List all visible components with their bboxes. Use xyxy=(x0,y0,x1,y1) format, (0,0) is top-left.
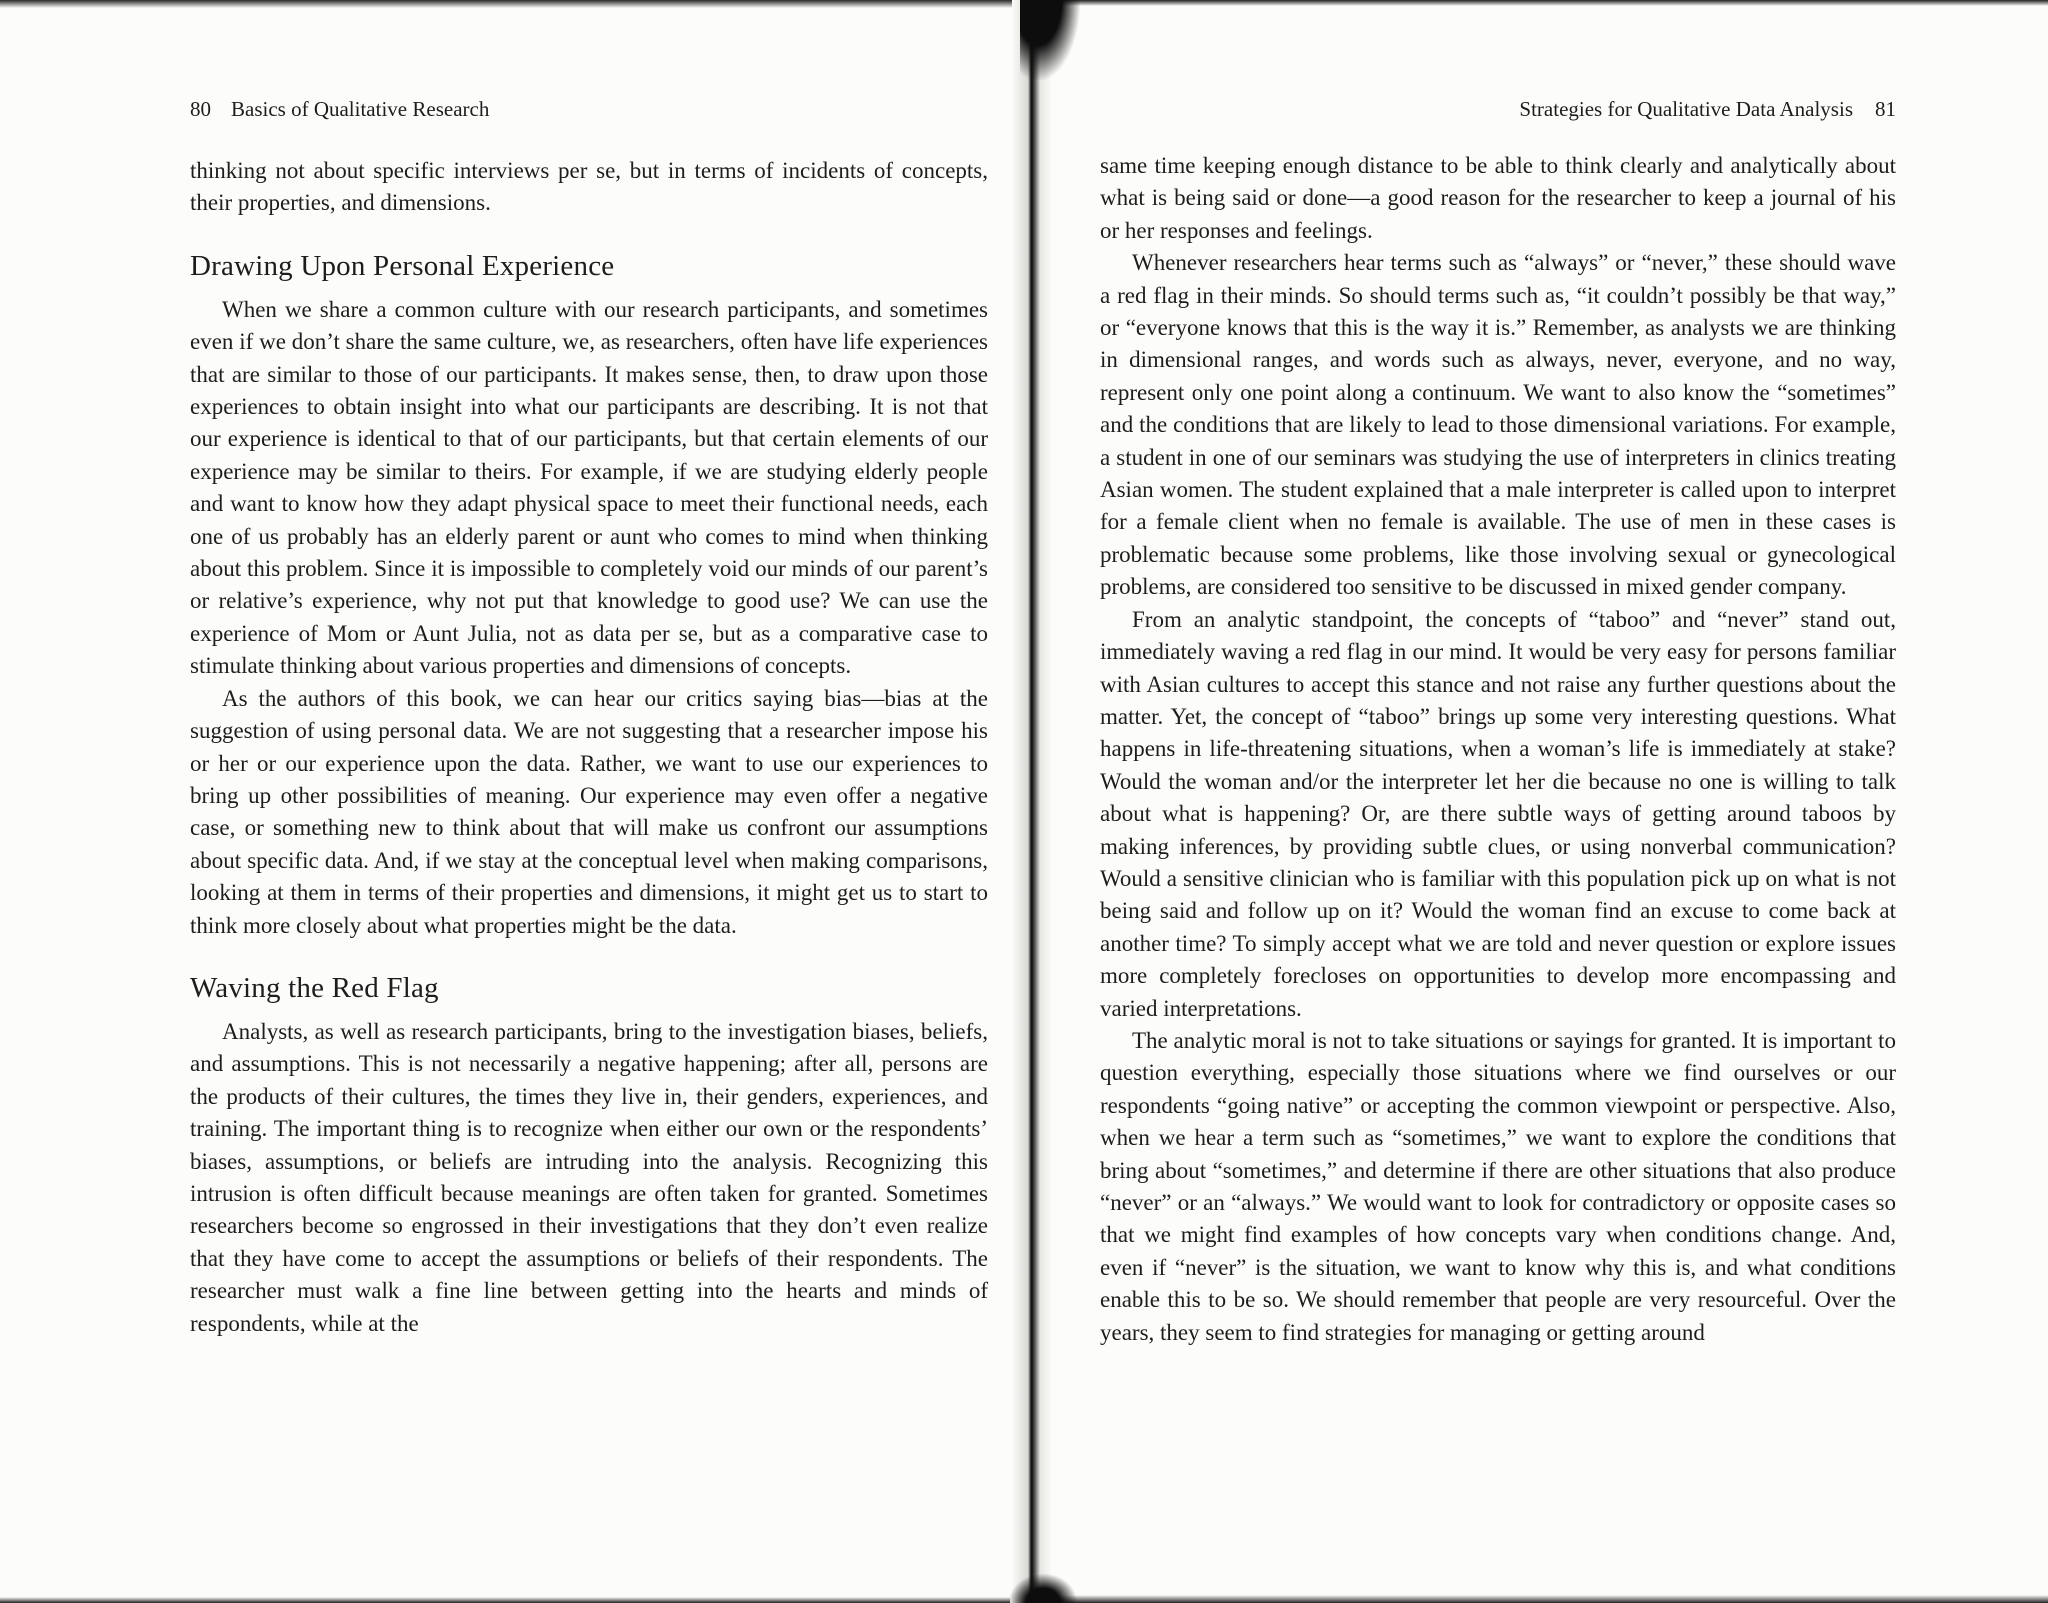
gutter-shadow-bottom xyxy=(1008,1573,1078,1603)
left-running-head: Basics of Qualitative Research xyxy=(231,97,490,121)
page-edge-shadow xyxy=(0,1597,1010,1603)
section-heading: Drawing Upon Personal Experience xyxy=(190,249,615,282)
paragraph: When we share a common culture with our research participants, and sometimes even if we don’t share the same culture, we, as researchers, often have life experiences that are similar to those of our participants. It makes sense, then, to draw upon those experiences to obtain insight into what our participants are describing. It is not that our experience is identical to that of our participants, but that certain elements of our experience may be similar to theirs. For example, if we are studying elderly people and want to know how they adapt physical space to meet their functional needs, each one of us probably has an elderly parent or aunt who comes to mind when thinking about this problem. Since it is impossible to completely void our minds of our parent’s or relative’s experience, why not put that knowledge to good use? We can use the experience of Mom or Aunt Julia, not as data per se, but as a comparative case to stimulate thinking about various properties and dimensions of concepts. xyxy=(190,296,988,679)
left-running-header xyxy=(190,96,489,122)
page-edge-shadow xyxy=(0,0,1020,8)
left-page-number: 80 xyxy=(190,97,211,121)
right-running-header xyxy=(1519,96,1896,122)
paragraph: From an analytic standpoint, the concepts of “taboo” and “never” stand out, immediately waving a red flag in our mind. It would be very easy for persons familiar with Asian cultures to accept this stance and not raise any further questions about the matter. Yet, the concept of “taboo” brings up some very interesting questions. What happens in life-threatening situations, when a woman’s life is immediately at stake? Would the woman and/or the interpreter let her die because no one is willing to talk about what is happening? Or, are there subtle ways of getting around taboos by making inferences, by providing subtle clues, or using nonverbal communication? Would a sensitive clinician who is familiar with this population pick up on what is not being said and follow up on it? Would the woman find an excuse to come back at another time? To simply accept what we are told and never question or explore issues more completely forecloses on opportunities to develop more encompassing and varied interpretations. xyxy=(1100,606,1896,1021)
gutter-shadow-top xyxy=(1020,0,1080,80)
paragraph: thinking not about specific interviews per se, but in terms of incidents of concepts, their properties, and dimensions. xyxy=(190,158,988,216)
paragraph: Whenever researchers hear terms such as “always” or “never,” these should wave a red flag in their minds. So should terms such as, “it couldn’t possibly be that way,” or “everyone knows that this is the way it is.” Remember, as analysts we are thinking in dimensional ranges, and words such as always, never, everyone, and no way, represent only one point along a continuum. We want to also know the “sometimes” and the conditions that are likely to lead to those dimensional variations. For example, a student in one of our seminars was studying the use of interpreters in clinics treating Asian women. The student explained that a male interpreter is called upon to interpret for a female client when no female is available. The use of men in these cases is problematic because some problems, like those involving sexual or gynecological problems, are considered too sensitive to be discussed in mixed gender company. xyxy=(1100,250,1896,600)
page-edge-shadow xyxy=(1060,0,2048,6)
section-heading: Waving the Red Flag xyxy=(190,971,439,1004)
right-page-body xyxy=(1100,150,1896,1349)
left-page-body xyxy=(190,155,988,1340)
right-page-number: 81 xyxy=(1875,97,1896,121)
page-edge-shadow xyxy=(1060,1595,2048,1603)
paragraph: The analytic moral is not to take situations or sayings for granted. It is important to question everything, especially those situations where we find ourselves or our respondents “going native” or accepting the common viewpoint or perspective. Also, when we hear a term such as “sometimes,” we want to explore the conditions that bring about “sometimes,” and determine if there are other situations that also produce “never” or an “always.” We would want to look for contradictory or opposite cases so that we might find examples of how concepts vary when conditions change. And, even if “never” is the situation, we want to know why this is, and what conditions enable this to be so. We should remember that people are very resourceful. Over the years, they seem to find strategies for managing or getting around xyxy=(1100,1027,1896,1345)
right-running-head: Strategies for Qualitative Data Analysis xyxy=(1519,97,1853,121)
paragraph: same time keeping enough distance to be able to think clearly and analytically about what is being said or done—a good reason for the researcher to keep a journal of his or her responses and feelings. xyxy=(1100,153,1896,243)
paragraph: Analysts, as well as research participants, bring to the investigation biases, beliefs, and assumptions. This is not necessarily a negative happening; after all, persons are the products of their cultures, the times they live in, their genders, experiences, and training. The important thing is to recognize when either our own or the respondents’ biases, assumptions, or beliefs are intruding into the analysis. Recognizing this intrusion is often difficult because meanings are often taken for granted. Sometimes researchers become so engrossed in their investigations that they don’t even realize that they have come to accept the assumptions or beliefs of their respondents. The researcher must walk a fine line between getting into the hearts and minds of respondents, while at the xyxy=(190,1018,988,1336)
paragraph: As the authors of this book, we can hear our critics saying bias—bias at the suggestion of using personal data. We are not suggesting that a researcher impose his or her or our experience upon the data. Rather, we want to use our experiences to bring up other possibilities of meaning. Our experience may even offer a negative case, or something new to think about that will make us confront our assumptions about specific data. And, if we stay at the conceptual level when making comparisons, looking at them in terms of their properties and dimensions, it might get us to start to think more closely about what properties might be the data. xyxy=(190,685,988,938)
book-gutter xyxy=(1012,0,1052,1603)
